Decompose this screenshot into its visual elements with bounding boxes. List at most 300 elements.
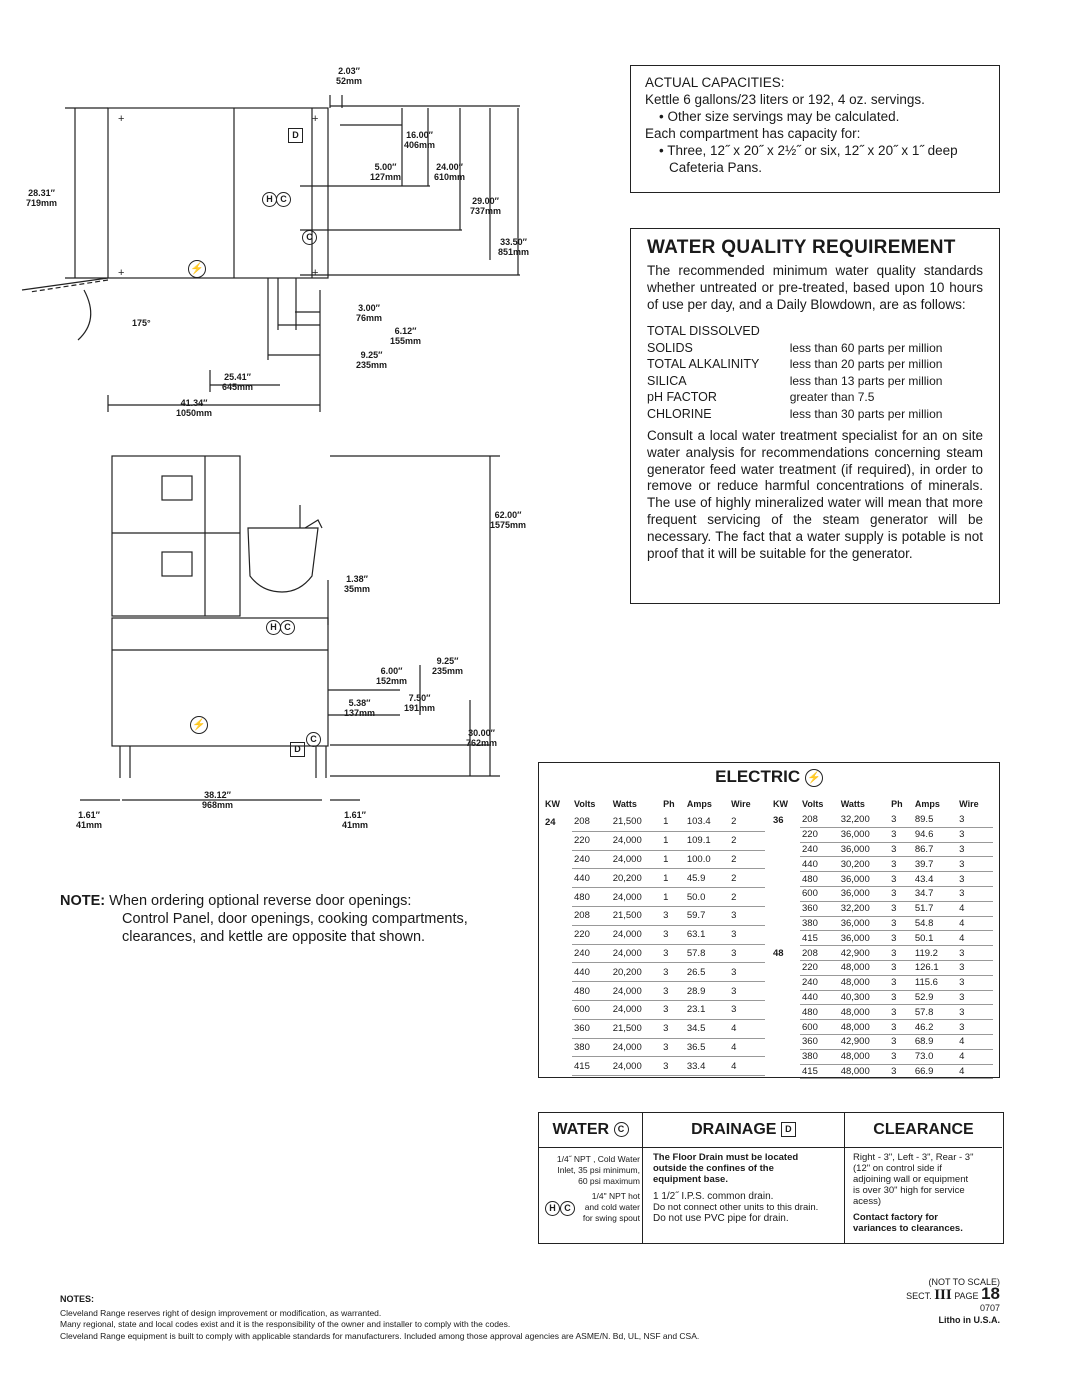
- svg-text:+: +: [312, 267, 319, 279]
- electric-cell: 36,000: [839, 886, 889, 901]
- dim-28-31: 28.31″ 719mm: [26, 188, 58, 208]
- electric-cell: 3: [957, 872, 993, 887]
- electric-cell: 3: [889, 931, 913, 946]
- electric-cell: [771, 975, 800, 990]
- electric-cell: 2: [729, 888, 765, 907]
- electric-cell: [771, 886, 800, 901]
- electric-cell: 4: [729, 1057, 765, 1076]
- electric-header-kw: KW: [545, 799, 560, 809]
- dim-24-00: 24.00″ 610mm: [434, 162, 466, 182]
- electric-header-ph: Ph: [663, 799, 675, 809]
- electric-cell: 21,500: [611, 906, 661, 925]
- dim-3-00: 3.00″ 76mm: [356, 303, 383, 323]
- electric-cell: 415: [800, 931, 839, 946]
- electric-cell: 3: [889, 975, 913, 990]
- electric-row-left-5: [543, 906, 765, 925]
- electric-row-left-8: [543, 963, 765, 982]
- electric-row-left-1: [543, 831, 765, 850]
- water-quality-title: WATER QUALITY REQUIREMENT: [647, 237, 956, 258]
- electric-cell: 3: [889, 827, 913, 842]
- dim-25-41: 25.41″ 645mm: [222, 372, 254, 392]
- electric-row-left-4: [543, 888, 765, 907]
- electric-header-row: [543, 799, 765, 813]
- electric-cell: [771, 1049, 800, 1064]
- electric-cell: 48,000: [839, 1020, 889, 1035]
- electric-cell: 600: [800, 1020, 839, 1035]
- electric-cell: 208: [572, 906, 611, 925]
- electric-cell: 63.1: [685, 925, 729, 944]
- electric-cell: 4: [957, 1049, 993, 1064]
- electric-cell: [771, 1005, 800, 1020]
- drainage-column: DRAINAGE D The Floor Drain must be located outside the confines of the equipment base. 1 1/2˝ I.P.S. common drain. Do not connect other units to this drain. Do not use PVC pipe for drain.: [643, 1113, 845, 1243]
- electric-cell: 3: [729, 906, 765, 925]
- electric-icon-front: ⚡: [190, 716, 208, 734]
- electric-cell: 3: [661, 1019, 685, 1038]
- electric-cell: 54.8: [913, 916, 957, 931]
- electric-cell: 3: [957, 1005, 993, 1020]
- electric-cell: 3: [889, 857, 913, 872]
- electric-cell: 115.6: [913, 975, 957, 990]
- electric-cell: 48,000: [839, 1005, 889, 1020]
- hot-water-symbol-front: H: [266, 620, 281, 635]
- electric-cell: [543, 1019, 572, 1038]
- dim-16-00: 16.00″ 406mm: [404, 130, 436, 150]
- electric-cell: 3: [889, 901, 913, 916]
- electric-cell: 3: [729, 925, 765, 944]
- electric-cell: 21,500: [611, 813, 661, 831]
- electric-cell: 100.0: [685, 850, 729, 869]
- electric-cell: 3: [889, 1005, 913, 1020]
- capacities-kettle: Kettle 6 gallons/23 liters or 192, 4 oz. servings.: [645, 92, 925, 107]
- reverse-door-note: NOTE: When ordering optional reverse door openings: Control Panel, door openings, cooking compartments, clearances, and kettle are opposite that shown.: [60, 893, 468, 945]
- water-quality-intro: The recommended minimum water quality standards whether untreated or pre-treated, based upon 10 hours of use per day, and a Daily Blowdown, are as follows:: [647, 263, 983, 312]
- electric-cell: 1: [661, 813, 685, 831]
- electric-cell: 3: [729, 1000, 765, 1019]
- electric-cell: 36,000: [839, 931, 889, 946]
- water-quality-box: [630, 228, 1000, 604]
- electric-cell: 28.9: [685, 982, 729, 1001]
- electric-header-volts: Volts: [574, 799, 596, 809]
- electric-cell: 600: [572, 1000, 611, 1019]
- electric-cell: 3: [889, 842, 913, 857]
- electric-cell: [771, 931, 800, 946]
- electric-cell: 380: [800, 1049, 839, 1064]
- electric-icon: ⚡: [805, 769, 823, 787]
- electric-cell: [771, 857, 800, 872]
- capacities-title: ACTUAL CAPACITIES:: [645, 75, 785, 90]
- electric-cell: 2: [729, 850, 765, 869]
- electric-cell: 360: [800, 901, 839, 916]
- electric-row-right-13: [771, 1005, 993, 1020]
- electric-cell: 415: [800, 1064, 839, 1079]
- electric-row-right-11: [771, 975, 993, 990]
- electric-cell: 66.9: [913, 1064, 957, 1079]
- electric-cell: 50.0: [685, 888, 729, 907]
- electric-row-left-10: [543, 1000, 765, 1019]
- electric-row-right-15: [771, 1034, 993, 1049]
- electric-cell: [771, 842, 800, 857]
- electric-cell: 34.5: [685, 1019, 729, 1038]
- electric-cell: 68.9: [913, 1034, 957, 1049]
- electric-cell: 3: [957, 1020, 993, 1035]
- electric-cell: [543, 963, 572, 982]
- electric-cell: 4: [957, 1034, 993, 1049]
- electric-cell: [543, 888, 572, 907]
- dim-1-61-left: 1.61″ 41mm: [76, 810, 103, 830]
- capacities-each: Each compartment has capacity for:: [645, 126, 861, 141]
- electric-cell: 3: [889, 990, 913, 1005]
- electric-cell: 3: [957, 975, 993, 990]
- electric-cell: 3: [661, 963, 685, 982]
- electric-cell: 36,000: [839, 872, 889, 887]
- cold-water-symbol: C: [276, 192, 291, 207]
- electric-cell: 3: [661, 925, 685, 944]
- electric-cell: 3: [889, 1020, 913, 1035]
- electric-cell: [543, 1000, 572, 1019]
- dim-6-00: 6.00″ 152mm: [376, 666, 408, 686]
- electric-cell: 30,200: [839, 857, 889, 872]
- electric-row-left-11: [543, 1019, 765, 1038]
- electric-cell: [543, 850, 572, 869]
- dim-29-00: 29.00″ 737mm: [470, 196, 502, 216]
- electric-row-right-4: [771, 872, 993, 887]
- clearance-column: CLEARANCE Right - 3", Left - 3", Rear - 3" (12" on control side if adjoining wall or equipment is over 30" high for service acess) Contact factory for variances to clearances.: [845, 1113, 1002, 1243]
- electric-cell: 48,000: [839, 1064, 889, 1079]
- dim-62-00: 62.00″ 1575mm: [490, 510, 527, 530]
- electric-row-right-5: [771, 886, 993, 901]
- electric-cell: 36,000: [839, 842, 889, 857]
- electric-cell: 57.8: [913, 1005, 957, 1020]
- clearance-title: CLEARANCE: [845, 1113, 1002, 1148]
- electric-row-left-12: [543, 1038, 765, 1057]
- electric-cell: 3: [889, 872, 913, 887]
- electric-row-right-14: [771, 1020, 993, 1035]
- electric-cell: 4: [957, 901, 993, 916]
- electric-header-amps: Amps: [686, 799, 712, 809]
- electric-cell: 59.7: [685, 906, 729, 925]
- electric-cell: 240: [572, 944, 611, 963]
- electric-cell: 480: [800, 872, 839, 887]
- dim-5-00: 5.00″ 127mm: [370, 162, 402, 182]
- electric-cell: 4: [957, 916, 993, 931]
- electric-cell: 240: [800, 975, 839, 990]
- water-quality-table: TOTAL DISSOLVED SOLIDS less than 60 parts per million TOTAL ALKALINITY less than 20 parts per million SILICA less than 13 parts per million pH FACTOR greater than 7.5 CHLORINE less than 30 parts per million: [647, 324, 943, 421]
- electric-row-right-3: [771, 857, 993, 872]
- electric-table-right: [771, 799, 993, 1079]
- electric-header-wire: Wire: [731, 799, 751, 809]
- electric-cell: 3: [957, 946, 993, 961]
- electric-cell: 24,000: [611, 850, 661, 869]
- electric-cell: 36.5: [685, 1038, 729, 1057]
- electric-cell: [771, 872, 800, 887]
- electric-cell: 380: [572, 1038, 611, 1057]
- electric-cell: 440: [572, 869, 611, 888]
- electric-cell: 43.4: [913, 872, 957, 887]
- electric-cell: 24,000: [611, 1000, 661, 1019]
- water-quality-body: Consult a local water treatment specialist for an on site water analysis for recommendations concerning steam generator feed water treatment (if required), in order to remove or reduce harmful concentrations of minerals. The use of highly mineralized water will mean that more frequent servicing of the steam generator will be necessary. The fact that a water supply is potable is not proof that it will be suitable for the generator.: [647, 428, 983, 561]
- capacities-box: [630, 65, 1000, 193]
- electric-row-left-6: [543, 925, 765, 944]
- electric-cell: 126.1: [913, 960, 957, 975]
- electric-row-right-17: [771, 1064, 993, 1079]
- top-view-drawing: [20, 60, 580, 430]
- electric-cell: 1: [661, 869, 685, 888]
- electric-cell: [771, 1064, 800, 1079]
- capacities-other: • Other size servings may be calculated.: [659, 109, 900, 124]
- electric-row-left-13: [543, 1057, 765, 1076]
- electric-cell: 94.6: [913, 827, 957, 842]
- electric-row-right-12: [771, 990, 993, 1005]
- electric-cell: [543, 982, 572, 1001]
- electric-cell: 3: [661, 944, 685, 963]
- electric-cell: 3: [957, 960, 993, 975]
- electric-cell: 24,000: [611, 925, 661, 944]
- electric-header-watts: Watts: [840, 799, 865, 809]
- svg-text:+: +: [312, 113, 319, 125]
- electric-cell: 480: [572, 982, 611, 1001]
- dim-9-25-front: 9.25″ 235mm: [432, 656, 464, 676]
- electric-cell: 48: [773, 947, 784, 959]
- dim-175-deg: 175°: [132, 318, 151, 328]
- electric-cell: 89.5: [913, 813, 957, 827]
- electric-cell: 51.7: [913, 901, 957, 916]
- electric-cell: [771, 901, 800, 916]
- electric-cell: 440: [572, 963, 611, 982]
- electric-cell: 109.1: [685, 831, 729, 850]
- electric-cell: 48,000: [839, 975, 889, 990]
- electric-cell: 57.8: [685, 944, 729, 963]
- electric-cell: 600: [800, 886, 839, 901]
- water-column: WATER C 1/4˝ NPT , Cold Water Inlet, 35 psi minimum, 60 psi maximum H C 1/4" NPT hot and cold water for swing spout: [539, 1113, 643, 1243]
- electric-cell: 2: [729, 869, 765, 888]
- electric-cell: 2: [729, 813, 765, 831]
- electric-cell: 4: [729, 1038, 765, 1057]
- dim-6-12: 6.12″ 155mm: [390, 326, 422, 346]
- electric-cell: 3: [729, 982, 765, 1001]
- dim-41-34: 41.34″ 1050mm: [176, 398, 213, 418]
- electric-cell: 32,200: [839, 901, 889, 916]
- electric-cell: 24,000: [611, 831, 661, 850]
- electric-cell: 208: [800, 946, 839, 961]
- electric-cell: [771, 990, 800, 1005]
- electric-cell: 3: [957, 842, 993, 857]
- electric-cell: 50.1: [913, 931, 957, 946]
- electric-cell: 3: [957, 827, 993, 842]
- electric-cell: 3: [957, 813, 993, 827]
- electric-cell: 360: [572, 1019, 611, 1038]
- electric-row-right-16: [771, 1049, 993, 1064]
- dim-30-00: 30.00″ 762mm: [466, 728, 498, 748]
- electric-cell: [543, 1057, 572, 1076]
- electric-cell: 3: [889, 1034, 913, 1049]
- electric-row-left-7: [543, 944, 765, 963]
- electric-row-left-2: [543, 850, 765, 869]
- electric-cell: 3: [889, 1064, 913, 1079]
- electric-cell: 440: [800, 857, 839, 872]
- electric-cell: 415: [572, 1057, 611, 1076]
- electric-cell: 36,000: [839, 827, 889, 842]
- hot-icon: H: [545, 1201, 560, 1216]
- electric-cell: 3: [889, 946, 913, 961]
- electric-header-watts: Watts: [612, 799, 637, 809]
- drain-symbol: D: [288, 128, 303, 143]
- electric-cell: 33.4: [685, 1057, 729, 1076]
- electric-cell: 40,300: [839, 990, 889, 1005]
- electric-cell: 24,000: [611, 944, 661, 963]
- dim-7-50: 7.50″ 191mm: [404, 693, 436, 713]
- electric-cell: 3: [661, 1038, 685, 1057]
- electric-cell: 39.7: [913, 857, 957, 872]
- drain-symbol-front: D: [290, 742, 305, 757]
- electric-cell: 380: [800, 916, 839, 931]
- electric-cell: 208: [800, 813, 839, 827]
- electric-cell: 3: [661, 906, 685, 925]
- electric-header-amps: Amps: [914, 799, 940, 809]
- electric-cell: 220: [572, 831, 611, 850]
- electric-row-right-0: [771, 813, 993, 827]
- electric-row-right-1: [771, 827, 993, 842]
- electric-cell: 220: [800, 960, 839, 975]
- electric-cell: 34.7: [913, 886, 957, 901]
- electric-cell: [771, 1020, 800, 1035]
- electric-row-right-7: [771, 916, 993, 931]
- electric-header-row: [771, 799, 993, 813]
- electric-cell: 24,000: [611, 888, 661, 907]
- electric-cell: 46.2: [913, 1020, 957, 1035]
- electric-cell: 3: [889, 886, 913, 901]
- electric-cell: 45.9: [685, 869, 729, 888]
- cold-water-icon: C: [614, 1122, 629, 1137]
- footer-notes: NOTES: Cleveland Range reserves right of design improvement or modification, as warranted. Many regional, state and local codes exist and it is the responsibility of the owner and installer to comply with the codes. Cleveland Range equipment is built to comply with applicable standards for manufacturers. Included among those approval agencies are ASME/N. Bd, UL, NSF and CSA.: [60, 1294, 700, 1341]
- hot-water-symbol: H: [262, 192, 277, 207]
- electric-cell: [771, 960, 800, 975]
- electric-cell: 21,500: [611, 1019, 661, 1038]
- svg-text:+: +: [118, 113, 125, 125]
- electric-icon-top: ⚡: [188, 260, 206, 278]
- electric-cell: [543, 925, 572, 944]
- electric-cell: 4: [729, 1019, 765, 1038]
- electric-cell: 3: [957, 990, 993, 1005]
- electric-cell: [771, 1034, 800, 1049]
- dim-1-38: 1.38″ 35mm: [344, 574, 371, 594]
- electric-row-right-10: [771, 960, 993, 975]
- electric-cell: [543, 906, 572, 925]
- electric-cell: 3: [729, 963, 765, 982]
- electric-cell: 3: [889, 1049, 913, 1064]
- connections-box: [538, 1112, 1004, 1244]
- electric-cell: 360: [800, 1034, 839, 1049]
- electric-cell: [543, 831, 572, 850]
- electric-cell: 36: [773, 814, 784, 826]
- electric-cell: 3: [661, 1000, 685, 1019]
- electric-cell: 3: [889, 813, 913, 827]
- electric-cell: 48,000: [839, 960, 889, 975]
- electric-cell: [543, 869, 572, 888]
- electric-cell: 36,000: [839, 916, 889, 931]
- electric-row-left-3: [543, 869, 765, 888]
- dim-38-12: 38.12″ 968mm: [202, 790, 234, 810]
- electric-cell: 86.7: [913, 842, 957, 857]
- cold-water-symbol-2: C: [302, 230, 317, 245]
- electric-row-right-2: [771, 842, 993, 857]
- drain-icon: D: [781, 1122, 796, 1137]
- electric-cell: [771, 827, 800, 842]
- electric-row-right-9: [771, 946, 993, 961]
- cold-water-symbol-front-2: C: [306, 732, 321, 747]
- drainage-title: DRAINAGE D: [643, 1113, 844, 1148]
- electric-cell: 24,000: [611, 982, 661, 1001]
- electric-cell: 3: [889, 916, 913, 931]
- electric-cell: 52.9: [913, 990, 957, 1005]
- electric-cell: 220: [800, 827, 839, 842]
- electric-cell: 208: [572, 813, 611, 831]
- electric-cell: 103.4: [685, 813, 729, 831]
- electric-cell: 240: [572, 850, 611, 869]
- electric-cell: [543, 1038, 572, 1057]
- electric-cell: 3: [957, 857, 993, 872]
- electric-cell: 220: [572, 925, 611, 944]
- water-title: WATER C: [539, 1113, 642, 1148]
- electric-cell: 3: [729, 944, 765, 963]
- electric-cell: 3: [957, 886, 993, 901]
- electric-cell: 24: [545, 816, 556, 828]
- electric-row-right-6: [771, 901, 993, 916]
- cold-water-symbol-front: C: [280, 620, 295, 635]
- electric-cell: 3: [661, 1057, 685, 1076]
- electric-cell: [543, 944, 572, 963]
- electric-cell: 20,200: [611, 963, 661, 982]
- electric-cell: 48,000: [839, 1049, 889, 1064]
- dim-2-03: 2.03″ 52mm: [336, 66, 363, 86]
- electric-header-wire: Wire: [959, 799, 979, 809]
- electric-cell: 73.0: [913, 1049, 957, 1064]
- electric-table-left: [543, 799, 765, 1076]
- electric-row-right-8: [771, 931, 993, 946]
- electric-cell: 24,000: [611, 1057, 661, 1076]
- electric-cell: 24,000: [611, 1038, 661, 1057]
- electric-cell: 32,200: [839, 813, 889, 827]
- electric-cell: 4: [957, 931, 993, 946]
- electric-cell: 20,200: [611, 869, 661, 888]
- dim-1-61-right: 1.61″ 41mm: [342, 810, 369, 830]
- front-view-drawing: [60, 450, 530, 820]
- electric-cell: 4: [957, 1064, 993, 1079]
- electric-title: ELECTRIC ⚡: [539, 767, 999, 787]
- electric-cell: 42,900: [839, 946, 889, 961]
- electric-cell: [771, 916, 800, 931]
- electric-cell: 3: [661, 982, 685, 1001]
- electric-box: [538, 762, 1000, 1078]
- svg-text:+: +: [118, 267, 125, 279]
- electric-cell: 2: [729, 831, 765, 850]
- electric-cell: 480: [800, 1005, 839, 1020]
- dim-33-50: 33.50″ 851mm: [498, 237, 530, 257]
- electric-cell: 23.1: [685, 1000, 729, 1019]
- electric-cell: 480: [572, 888, 611, 907]
- electric-header-volts: Volts: [802, 799, 824, 809]
- cold-icon: C: [560, 1201, 575, 1216]
- electric-row-left-0: [543, 813, 765, 831]
- electric-cell: 26.5: [685, 963, 729, 982]
- electric-cell: 1: [661, 850, 685, 869]
- electric-header-kw: KW: [773, 799, 788, 809]
- electric-header-ph: Ph: [891, 799, 903, 809]
- electric-cell: 440: [800, 990, 839, 1005]
- dim-9-25-top: 9.25″ 235mm: [356, 350, 388, 370]
- electric-cell: 3: [889, 960, 913, 975]
- electric-cell: 1: [661, 888, 685, 907]
- electric-cell: 240: [800, 842, 839, 857]
